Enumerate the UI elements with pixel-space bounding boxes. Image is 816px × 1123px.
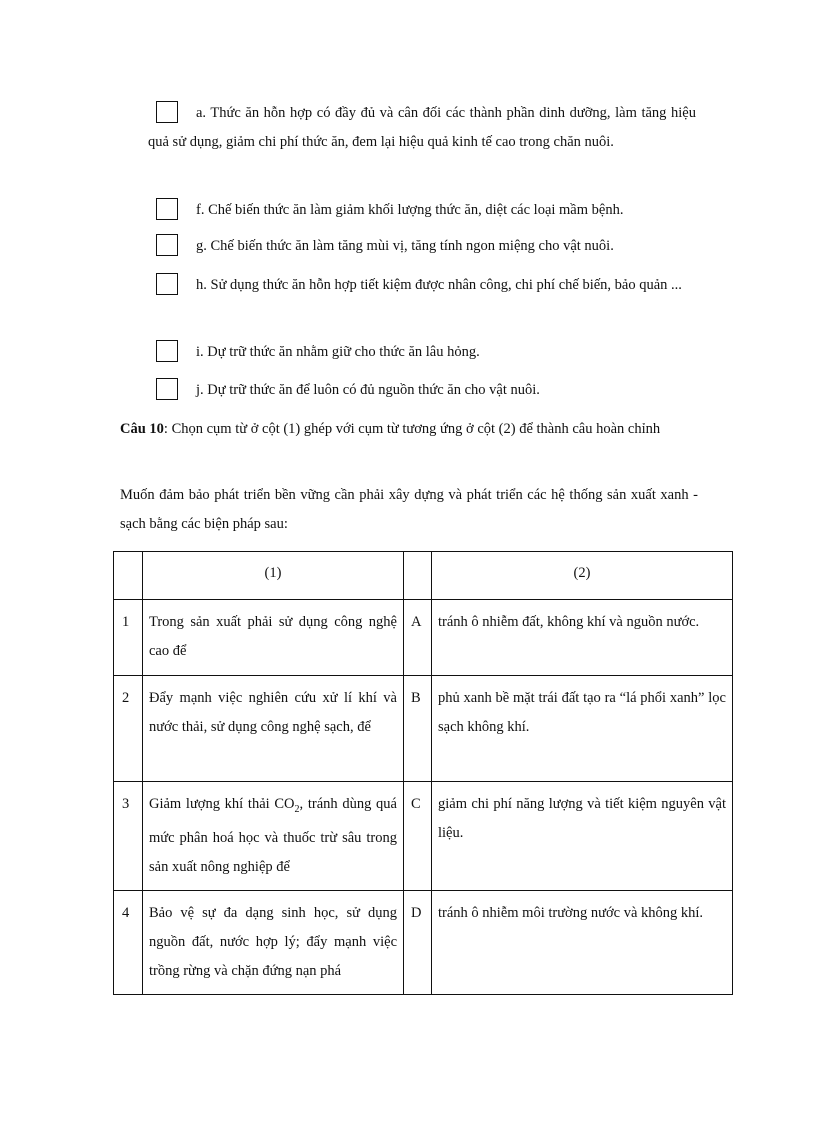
question-prompt: : Chọn cụm từ ở cột (1) ghép với cụm từ tương ứng ở cột (2) để thành câu hoàn chỉnh bbox=[163, 421, 661, 437]
checkbox-h[interactable] bbox=[156, 273, 178, 295]
row-left-text: Trong sản xuất phải sử dụng công nghệ cao để bbox=[143, 600, 404, 676]
option-j-text: j. Dự trữ thức ăn để luôn có đủ nguồn thức ăn cho vật nuôi. bbox=[196, 382, 540, 398]
row-right-text: phủ xanh bề mặt trái đất tạo ra “lá phổi xanh” lọc sạch không khí. bbox=[432, 676, 733, 782]
row-left-text: Bảo vệ sự đa dạng sinh học, sử dụng nguồn đất, nước hợp lý; đẩy mạnh việc trồng rừng và chặn đứng nạn phá bbox=[143, 890, 404, 994]
row-letter: B bbox=[404, 676, 432, 782]
row-letter: D bbox=[404, 890, 432, 994]
row-left-text-post: , tránh dùng quá mức phân hoá học và thuốc trừ sâu trong sản xuất nông nghiệp để bbox=[149, 796, 397, 875]
table-row bbox=[114, 782, 733, 891]
row-right-text: tránh ô nhiễm môi trường nước và không khí. bbox=[432, 890, 733, 994]
question-label: Câu 10 bbox=[120, 421, 164, 437]
header-blank-2 bbox=[404, 552, 432, 600]
option-f bbox=[148, 196, 696, 225]
question-intro bbox=[120, 481, 698, 539]
row-letter: A bbox=[404, 600, 432, 676]
option-g-text: g. Chế biến thức ăn làm tăng mùi vị, tăng tính ngon miệng cho vật nuôi. bbox=[196, 238, 614, 254]
header-col-2: (2) bbox=[432, 552, 733, 600]
row-left-text-pre: Giảm lượng khí thải CO bbox=[149, 796, 295, 812]
option-g bbox=[148, 232, 696, 261]
checkbox-g[interactable] bbox=[156, 234, 178, 256]
option-a-text: a. Thức ăn hỗn hợp có đầy đủ và cân đối các thành phần dinh dưỡng, làm tăng hiệu quả sử dụng, giảm chi phí thức ăn, đem lại hiệu quả kinh tế cao trong chăn nuôi. bbox=[148, 105, 696, 150]
row-right-text: giảm chi phí năng lượng và tiết kiệm nguyên vật liệu. bbox=[432, 782, 733, 891]
option-h-text: h. Sử dụng thức ăn hỗn hợp tiết kiệm được nhân công, chi phí chế biến, bảo quản ... bbox=[196, 277, 682, 293]
option-i bbox=[148, 338, 696, 367]
co2-subscript: 2 bbox=[294, 803, 300, 815]
header-blank-1 bbox=[114, 552, 143, 600]
checkbox-f[interactable] bbox=[156, 198, 178, 220]
option-h bbox=[148, 271, 696, 300]
option-i-text: i. Dự trữ thức ăn nhằm giữ cho thức ăn lâu hỏng. bbox=[196, 344, 480, 360]
question-intro-text: Muốn đảm bảo phát triển bền vững cần phải xây dựng và phát triển các hệ thống sản xuất xanh - sạch bằng các biện pháp sau: bbox=[120, 487, 698, 532]
table-header-row bbox=[114, 552, 733, 600]
row-number: 3 bbox=[114, 782, 143, 891]
row-left-text: Đẩy mạnh việc nghiên cứu xử lí khí và nước thải, sử dụng công nghệ sạch, để bbox=[143, 676, 404, 782]
header-col-1: (1) bbox=[143, 552, 404, 600]
option-f-text: f. Chế biến thức ăn làm giảm khối lượng thức ăn, diệt các loại mầm bệnh. bbox=[196, 202, 624, 218]
row-letter: C bbox=[404, 782, 432, 891]
question-10 bbox=[120, 415, 698, 444]
table-row bbox=[114, 890, 733, 994]
row-number: 2 bbox=[114, 676, 143, 782]
row-left-text bbox=[143, 782, 404, 891]
option-j bbox=[148, 376, 696, 405]
checkbox-j[interactable] bbox=[156, 378, 178, 400]
checkbox-a[interactable] bbox=[156, 101, 178, 123]
option-a bbox=[148, 99, 696, 157]
table-row bbox=[114, 676, 733, 782]
row-number: 4 bbox=[114, 890, 143, 994]
matching-table bbox=[113, 551, 733, 995]
row-number: 1 bbox=[114, 600, 143, 676]
row-right-text: tránh ô nhiễm đất, không khí và nguồn nước. bbox=[432, 600, 733, 676]
table-row bbox=[114, 600, 733, 676]
checkbox-i[interactable] bbox=[156, 340, 178, 362]
